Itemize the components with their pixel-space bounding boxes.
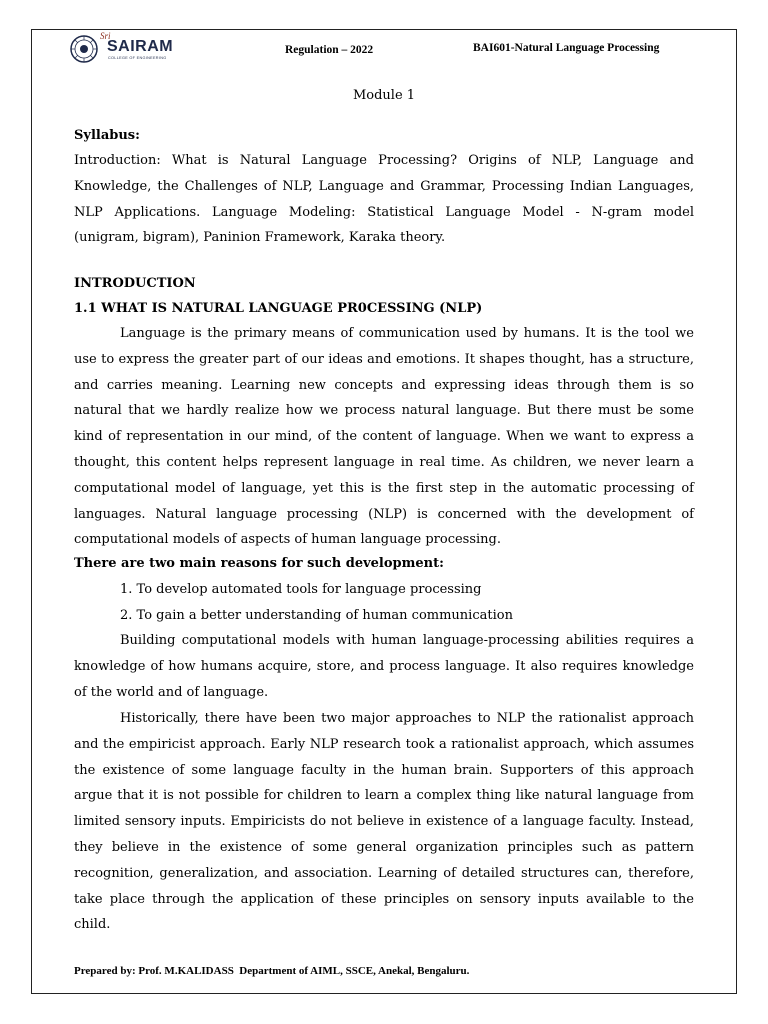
syllabus-text: Introduction: What is Natural Language Processing? Origins of NLP, Language and Knowledge, the Challenges of NLP, Language and Grammar, Processing Indian Languages, NLP Applications. Language Modeling: Statistical Language Model - N-gram model (unigram, bigram), Paninion Framework, Karaka theory. <box>74 153 694 246</box>
introduction-heading: INTRODUCTION <box>74 276 196 291</box>
logo-subtitle: COLLEGE OF ENGINEERING <box>108 56 167 60</box>
course-title: BAI601-Natural Language Processing <box>473 42 660 54</box>
reason-item-2: 2. To gain a better understanding of human communication <box>120 608 513 623</box>
paragraph-approaches: Historically, there have been two major approaches to NLP the rationalist approach and the empiricist approach. Early NLP research took a rationalist approach, which assumes the existence of some language faculty in the human brain. Supporters of this approach argue that it is not possible for children to learn a complex thing like natural language from limited sensory inputs. Empiricists do not believe in existence of a language faculty. Instead, they believe in the existence of some general organization principles such as pattern recognition, generalization, and association. Learning of detailed structures can, therefore, take place through the application of these principles on sensory inputs available to the child. <box>74 711 694 933</box>
paragraph-nlp-definition: Language is the primary means of communication used by humans. It is the tool we use to express the greater part of our ideas and emotions. It shapes thought, has a structure, and carries meaning. Learning new concepts and expressing ideas through them is so natural that we hardly realize how we process natural language. But there must be some kind of representation in our mind, of the content of language. When we want to express a thought, this content helps represent language in real time. As children, we never learn a computational model of language, yet this is the first step in the automatic processing of languages. Natural language processing (NLP) is concerned with the development of computational models of aspects of human language processing. <box>74 326 694 548</box>
section-heading: 1.1 WHAT IS NATURAL LANGUAGE PR0CESSING (NLP) <box>74 301 483 316</box>
logo-college-name: SAIRAM <box>107 38 174 55</box>
regulation-label: Regulation – 2022 <box>285 44 374 56</box>
paragraph-computational-models: Building computational models with human language-processing abilities requires a knowledge of how humans acquire, store, and process language. It also requires knowledge of the world and of language. <box>74 633 694 700</box>
footer-prepared-by: Prepared by: Prof. M.KALIDASS Department of AIML, SSCE, Anekal, Bengaluru. <box>74 965 470 977</box>
reasons-heading: There are two main reasons for such development: <box>74 556 444 571</box>
syllabus-heading: Syllabus: <box>74 128 140 143</box>
logo-sri-text: Sri <box>100 31 111 41</box>
reason-item-1: 1. To develop automated tools for language processing <box>120 582 482 597</box>
module-title: Module 1 <box>352 88 416 103</box>
